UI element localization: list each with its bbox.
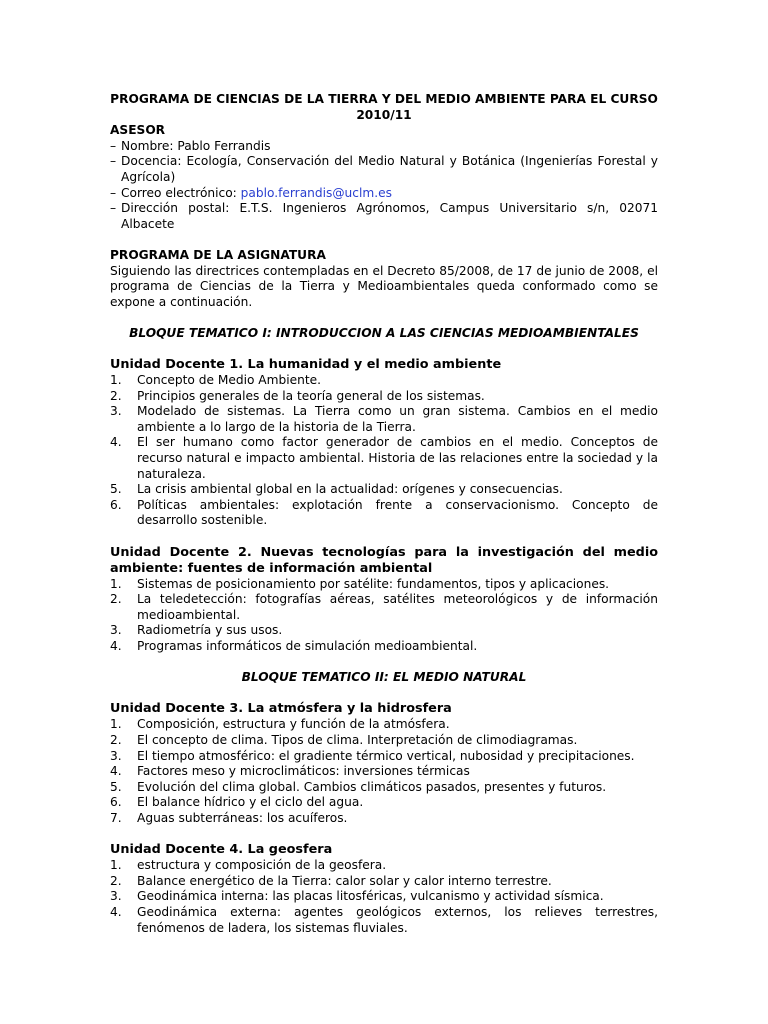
- list-item: 7. Aguas subterráneas: los acuíferos.: [110, 810, 348, 825]
- advisor-teaching: – Docencia: Ecología, Conservación del Medio Natural y Botánica (Ingenierías Forestal y Agrícola): [110, 154, 658, 184]
- list-item: 3. El tiempo atmosférico: el gradiente térmico vertical, nubosidad y precipitaciones.: [110, 748, 635, 763]
- unit-2-list: [110, 577, 658, 655]
- list-item: 1. estructura y composición de la geosfera.: [110, 858, 387, 873]
- unit-4-list: [110, 858, 658, 936]
- advisor-name: – Nombre: Pablo Ferrandis: [110, 138, 271, 153]
- list-item: 3. Radiometría y sus usos.: [110, 623, 283, 638]
- email-link[interactable]: pablo.ferrandis@uclm.es: [240, 185, 392, 200]
- list-item: 3. Geodinámica interna: las placas litosféricas, vulcanismo y actividad sísmica.: [110, 889, 604, 904]
- list-item: 4. Geodinámica externa: agentes geológicos externos, los relieves terrestres, fenómenos de ladera, los sistemas fluviales.: [110, 904, 658, 935]
- document-content: [110, 92, 658, 936]
- list-item: 5. La crisis ambiental global en la actualidad: orígenes y consecuencias.: [110, 482, 563, 497]
- list-item: 4. Factores meso y microclimáticos: inversiones térmicas: [110, 764, 470, 779]
- block-1-title: BLOQUE TEMATICO I: INTRODUCCION A LAS CIENCIAS MEDIOAMBIENTALES: [129, 325, 639, 340]
- list-item: 2. El concepto de clima. Tipos de clima. Interpretación de climodiagramas.: [110, 732, 578, 747]
- unit-1-title: Unidad Docente 1. La humanidad y el medio ambiente: [110, 357, 502, 373]
- unit-4-title: Unidad Docente 4. La geosfera: [110, 842, 333, 858]
- list-item: 1. Sistemas de posicionamiento por satélite: fundamentos, tipos y aplicaciones.: [110, 576, 610, 591]
- list-item: 4. El ser humano como factor generador de cambios en el medio. Conceptos de recurso natural e impacto ambiental. Historia de las relaciones entre la sociedad y la naturaleza.: [110, 435, 658, 481]
- advisor-email: – Correo electrónico: pablo.ferrandis@uclm.es: [110, 185, 392, 200]
- unit-3-list: [110, 717, 658, 826]
- program-intro: Siguiendo las directrices contempladas en el Decreto 85/2008, de 17 de junio de 2008, el programa de Ciencias de la Tierra y Medioambientales queda conformado como se expone a continuación.: [110, 263, 658, 309]
- list-item: 1. Composición, estructura y función de la atmósfera.: [110, 717, 450, 732]
- list-item: 2. Balance energético de la Tierra: calor solar y calor interno terrestre.: [110, 873, 552, 888]
- list-item: 3. Modelado de sistemas. La Tierra como un gran sistema. Cambios en el medio ambiente a lo largo de la historia de la Tierra.: [110, 404, 658, 434]
- list-item: 1. Concepto de Medio Ambiente.: [110, 373, 322, 388]
- block-2-title: BLOQUE TEMATICO II: EL MEDIO NATURAL: [241, 670, 527, 685]
- list-item: 4. Programas informáticos de simulación medioambiental.: [110, 639, 478, 653]
- advisor-list: [110, 139, 658, 233]
- document-title: PROGRAMA DE CIENCIAS DE LA TIERRA Y DEL MEDIO AMBIENTE PARA EL CURSO 2010/11: [110, 92, 658, 122]
- unit-3-title: Unidad Docente 3. La atmósfera y la hidrosfera: [110, 701, 452, 717]
- advisor-heading: ASESOR: [110, 123, 166, 138]
- advisor-postal: – Dirección postal: E.T.S. Ingenieros Agrónomos, Campus Universitario s/n, 02071 Albacete: [110, 201, 658, 231]
- list-item: 2. Principios generales de la teoría general de los sistemas.: [110, 388, 485, 403]
- list-item: 2. La teledetección: fotografías aéreas, satélites meteorológicos y de información medioambiental.: [110, 592, 658, 622]
- unit-2-title: Unidad Docente 2. Nuevas tecnologías para la investigación del medio ambiente: fuentes de información ambiental: [110, 544, 658, 576]
- unit-1-list: [110, 373, 658, 529]
- list-item: 6. Políticas ambientales: explotación frente a conservacionismo. Concepto de desarrollo sostenible.: [110, 497, 658, 528]
- list-item: 5. Evolución del clima global. Cambios climáticos pasados, presentes y futuros.: [110, 779, 607, 794]
- list-item: 6. El balance hídrico y el ciclo del agua.: [110, 795, 364, 810]
- program-heading: PROGRAMA DE LA ASIGNATURA: [110, 247, 326, 262]
